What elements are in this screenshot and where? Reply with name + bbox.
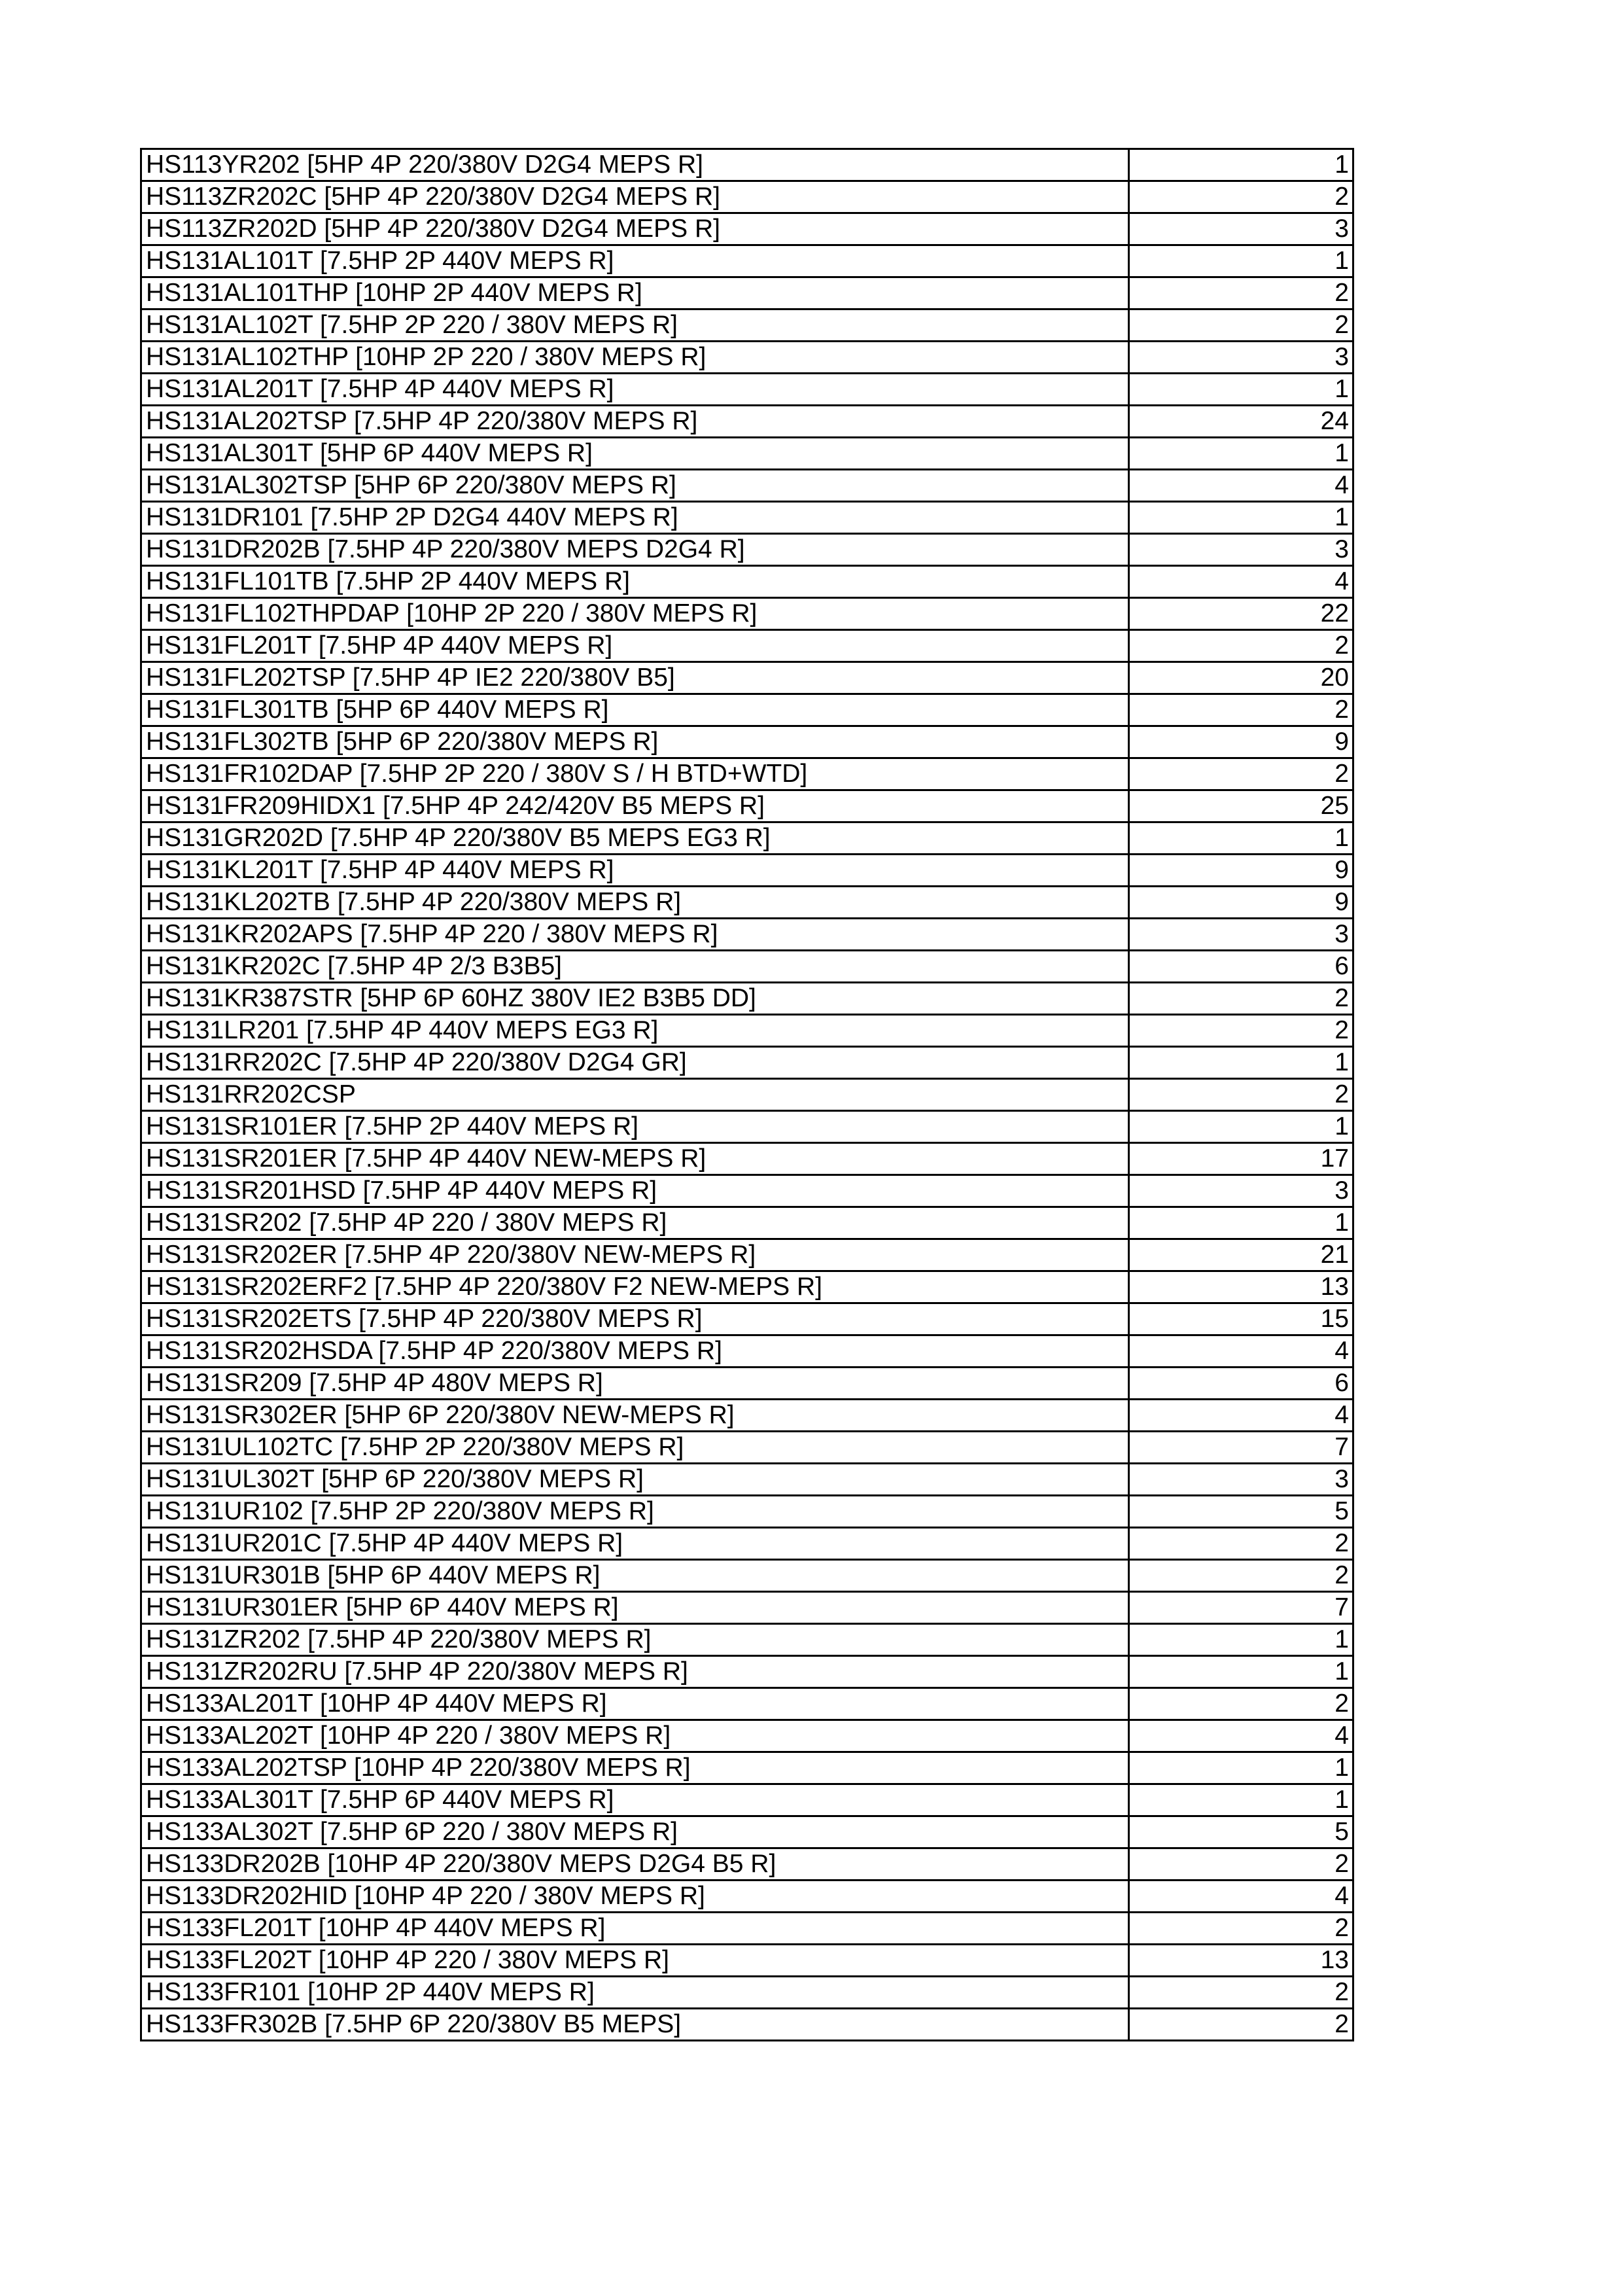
table-row (141, 1047, 1353, 1079)
table-row (141, 1784, 1353, 1816)
item-quantity-cell: 2 (1129, 758, 1353, 790)
item-description-cell: HS133AL302T [7.5HP 6P 220 / 380V MEPS R] (141, 1816, 1129, 1848)
table-row (141, 1303, 1353, 1335)
item-description-cell: HS133FR302B [7.5HP 6P 220/380V B5 MEPS] (141, 2009, 1129, 2041)
table-row (141, 1207, 1353, 1239)
table-row (141, 726, 1353, 758)
table-row (141, 1496, 1353, 1528)
table-row (141, 983, 1353, 1015)
table-row (141, 566, 1353, 598)
item-quantity-cell: 2 (1129, 181, 1353, 213)
item-quantity-cell: 1 (1129, 1784, 1353, 1816)
item-quantity-cell: 4 (1129, 1400, 1353, 1432)
table-row (141, 1111, 1353, 1143)
table-row (141, 790, 1353, 822)
item-description-cell: HS133AL202T [10HP 4P 220 / 380V MEPS R] (141, 1720, 1129, 1752)
item-quantity-cell: 3 (1129, 1175, 1353, 1207)
item-description-cell: HS131AL201T [7.5HP 4P 440V MEPS R] (141, 374, 1129, 406)
table-row (141, 277, 1353, 309)
item-quantity-cell: 25 (1129, 790, 1353, 822)
item-description-cell: HS131FL102THPDAP [10HP 2P 220 / 380V MEPS R] (141, 598, 1129, 630)
table-row (141, 1175, 1353, 1207)
item-description-cell: HS131UR301ER [5HP 6P 440V MEPS R] (141, 1592, 1129, 1624)
table-row (141, 502, 1353, 534)
item-quantity-cell: 5 (1129, 1496, 1353, 1528)
table-row (141, 1528, 1353, 1560)
item-quantity-cell: 2 (1129, 1688, 1353, 1720)
item-quantity-cell: 2 (1129, 309, 1353, 342)
table-row (141, 662, 1353, 694)
item-description-cell: HS131AL302TSP [5HP 6P 220/380V MEPS R] (141, 470, 1129, 502)
table-row (141, 1881, 1353, 1913)
item-description-cell: HS133DR202B [10HP 4P 220/380V MEPS D2G4 B5 R] (141, 1848, 1129, 1881)
item-quantity-cell: 2 (1129, 1913, 1353, 1945)
item-quantity-cell: 3 (1129, 342, 1353, 374)
inventory-table-body (141, 149, 1353, 2041)
table-row (141, 1720, 1353, 1752)
table-row (141, 1752, 1353, 1784)
item-quantity-cell: 1 (1129, 822, 1353, 855)
item-quantity-cell: 1 (1129, 438, 1353, 470)
item-quantity-cell: 21 (1129, 1239, 1353, 1271)
table-row (141, 374, 1353, 406)
table-row (141, 694, 1353, 726)
item-description-cell: HS131DR101 [7.5HP 2P D2G4 440V MEPS R] (141, 502, 1129, 534)
item-description-cell: HS131UL302T [5HP 6P 220/380V MEPS R] (141, 1464, 1129, 1496)
item-description-cell: HS131FR102DAP [7.5HP 2P 220 / 380V S / H BTD+WTD] (141, 758, 1129, 790)
item-description-cell: HS131SR202ERF2 [7.5HP 4P 220/380V F2 NEW-MEPS R] (141, 1271, 1129, 1303)
table-row (141, 470, 1353, 502)
table-row (141, 309, 1353, 342)
item-quantity-cell: 3 (1129, 1464, 1353, 1496)
item-description-cell: HS131SR209 [7.5HP 4P 480V MEPS R] (141, 1368, 1129, 1400)
item-description-cell: HS131SR202 [7.5HP 4P 220 / 380V MEPS R] (141, 1207, 1129, 1239)
item-description-cell: HS131SR302ER [5HP 6P 220/380V NEW-MEPS R] (141, 1400, 1129, 1432)
item-description-cell: HS131SR202ETS [7.5HP 4P 220/380V MEPS R] (141, 1303, 1129, 1335)
item-quantity-cell: 3 (1129, 534, 1353, 566)
item-quantity-cell: 1 (1129, 149, 1353, 181)
item-quantity-cell: 6 (1129, 951, 1353, 983)
item-description-cell: HS113ZR202C [5HP 4P 220/380V D2G4 MEPS R] (141, 181, 1129, 213)
item-quantity-cell: 24 (1129, 406, 1353, 438)
item-description-cell: HS131RR202CSP (141, 1079, 1129, 1111)
item-quantity-cell: 4 (1129, 1335, 1353, 1368)
table-row (141, 1688, 1353, 1720)
item-description-cell: HS131UL102TC [7.5HP 2P 220/380V MEPS R] (141, 1432, 1129, 1464)
item-description-cell: HS131GR202D [7.5HP 4P 220/380V B5 MEPS EG3 R] (141, 822, 1129, 855)
item-quantity-cell: 9 (1129, 887, 1353, 919)
item-description-cell: HS131FL302TB [5HP 6P 220/380V MEPS R] (141, 726, 1129, 758)
item-quantity-cell: 1 (1129, 374, 1353, 406)
item-quantity-cell: 22 (1129, 598, 1353, 630)
table-row (141, 2009, 1353, 2041)
table-row (141, 1848, 1353, 1881)
item-quantity-cell: 13 (1129, 1271, 1353, 1303)
item-description-cell: HS133FL202T [10HP 4P 220 / 380V MEPS R] (141, 1945, 1129, 1977)
item-description-cell: HS131LR201 [7.5HP 4P 440V MEPS EG3 R] (141, 1015, 1129, 1047)
table-row (141, 534, 1353, 566)
table-row (141, 919, 1353, 951)
item-description-cell: HS131FL201T [7.5HP 4P 440V MEPS R] (141, 630, 1129, 662)
item-description-cell: HS131UR201C [7.5HP 4P 440V MEPS R] (141, 1528, 1129, 1560)
table-row (141, 887, 1353, 919)
table-row (141, 1432, 1353, 1464)
table-row (141, 438, 1353, 470)
item-description-cell: HS133FR101 [10HP 2P 440V MEPS R] (141, 1977, 1129, 2009)
item-quantity-cell: 2 (1129, 630, 1353, 662)
table-row (141, 149, 1353, 181)
item-description-cell: HS131UR102 [7.5HP 2P 220/380V MEPS R] (141, 1496, 1129, 1528)
table-row (141, 1400, 1353, 1432)
item-quantity-cell: 1 (1129, 1656, 1353, 1688)
table-row (141, 855, 1353, 887)
inventory-table (140, 148, 1354, 2041)
table-row (141, 1335, 1353, 1368)
item-quantity-cell: 2 (1129, 1977, 1353, 2009)
item-description-cell: HS131AL202TSP [7.5HP 4P 220/380V MEPS R] (141, 406, 1129, 438)
item-quantity-cell: 1 (1129, 1207, 1353, 1239)
table-row (141, 1945, 1353, 1977)
item-description-cell: HS131AL102THP [10HP 2P 220 / 380V MEPS R] (141, 342, 1129, 374)
item-description-cell: HS131SR101ER [7.5HP 2P 440V MEPS R] (141, 1111, 1129, 1143)
item-quantity-cell: 1 (1129, 1047, 1353, 1079)
table-row (141, 822, 1353, 855)
table-row (141, 1816, 1353, 1848)
table-row (141, 342, 1353, 374)
table-row (141, 1977, 1353, 2009)
item-description-cell: HS131RR202C [7.5HP 4P 220/380V D2G4 GR] (141, 1047, 1129, 1079)
item-quantity-cell: 1 (1129, 1111, 1353, 1143)
item-description-cell: HS131KR202APS [7.5HP 4P 220 / 380V MEPS R] (141, 919, 1129, 951)
table-row (141, 213, 1353, 245)
item-description-cell: HS131AL301T [5HP 6P 440V MEPS R] (141, 438, 1129, 470)
item-quantity-cell: 2 (1129, 1015, 1353, 1047)
item-quantity-cell: 9 (1129, 855, 1353, 887)
table-row (141, 598, 1353, 630)
item-description-cell: HS133AL201T [10HP 4P 440V MEPS R] (141, 1688, 1129, 1720)
item-description-cell: HS131AL101THP [10HP 2P 440V MEPS R] (141, 277, 1129, 309)
table-row (141, 406, 1353, 438)
table-row (141, 1464, 1353, 1496)
item-description-cell: HS131UR301B [5HP 6P 440V MEPS R] (141, 1560, 1129, 1592)
item-quantity-cell: 1 (1129, 1624, 1353, 1656)
item-description-cell: HS131FL101TB [7.5HP 2P 440V MEPS R] (141, 566, 1129, 598)
table-row (141, 1656, 1353, 1688)
item-description-cell: HS131SR202HSDA [7.5HP 4P 220/380V MEPS R] (141, 1335, 1129, 1368)
item-description-cell: HS133FL201T [10HP 4P 440V MEPS R] (141, 1913, 1129, 1945)
item-description-cell: HS131SR202ER [7.5HP 4P 220/380V NEW-MEPS R] (141, 1239, 1129, 1271)
item-quantity-cell: 7 (1129, 1432, 1353, 1464)
item-description-cell: HS131ZR202 [7.5HP 4P 220/380V MEPS R] (141, 1624, 1129, 1656)
item-description-cell: HS133AL301T [7.5HP 6P 440V MEPS R] (141, 1784, 1129, 1816)
item-description-cell: HS113ZR202D [5HP 4P 220/380V D2G4 MEPS R] (141, 213, 1129, 245)
item-description-cell: HS131AL102T [7.5HP 2P 220 / 380V MEPS R] (141, 309, 1129, 342)
item-description-cell: HS131FR209HIDX1 [7.5HP 4P 242/420V B5 MEPS R] (141, 790, 1129, 822)
table-row (141, 1624, 1353, 1656)
item-quantity-cell: 4 (1129, 470, 1353, 502)
item-quantity-cell: 5 (1129, 1816, 1353, 1848)
item-quantity-cell: 1 (1129, 502, 1353, 534)
table-row (141, 1368, 1353, 1400)
item-quantity-cell: 2 (1129, 694, 1353, 726)
table-row (141, 1143, 1353, 1175)
table-row (141, 181, 1353, 213)
item-quantity-cell: 6 (1129, 1368, 1353, 1400)
item-quantity-cell: 4 (1129, 566, 1353, 598)
item-description-cell: HS131ZR202RU [7.5HP 4P 220/380V MEPS R] (141, 1656, 1129, 1688)
table-row (141, 758, 1353, 790)
item-description-cell: HS131FL202TSP [7.5HP 4P IE2 220/380V B5] (141, 662, 1129, 694)
item-quantity-cell: 3 (1129, 919, 1353, 951)
table-row (141, 1913, 1353, 1945)
item-description-cell: HS131KL202TB [7.5HP 4P 220/380V MEPS R] (141, 887, 1129, 919)
item-quantity-cell: 2 (1129, 1079, 1353, 1111)
item-quantity-cell: 15 (1129, 1303, 1353, 1335)
item-quantity-cell: 20 (1129, 662, 1353, 694)
item-quantity-cell: 4 (1129, 1720, 1353, 1752)
item-description-cell: HS131FL301TB [5HP 6P 440V MEPS R] (141, 694, 1129, 726)
table-row (141, 1592, 1353, 1624)
table-row (141, 1015, 1353, 1047)
item-quantity-cell: 2 (1129, 983, 1353, 1015)
item-quantity-cell: 2 (1129, 2009, 1353, 2041)
table-row (141, 1079, 1353, 1111)
item-description-cell: HS131KL201T [7.5HP 4P 440V MEPS R] (141, 855, 1129, 887)
item-quantity-cell: 9 (1129, 726, 1353, 758)
table-row (141, 1239, 1353, 1271)
item-quantity-cell: 2 (1129, 277, 1353, 309)
item-quantity-cell: 2 (1129, 1528, 1353, 1560)
table-row (141, 245, 1353, 277)
item-quantity-cell: 1 (1129, 245, 1353, 277)
item-quantity-cell: 1 (1129, 1752, 1353, 1784)
item-description-cell: HS131KR387STR [5HP 6P 60HZ 380V IE2 B3B5 DD] (141, 983, 1129, 1015)
item-quantity-cell: 13 (1129, 1945, 1353, 1977)
item-quantity-cell: 7 (1129, 1592, 1353, 1624)
table-row (141, 630, 1353, 662)
item-quantity-cell: 4 (1129, 1881, 1353, 1913)
item-description-cell: HS131AL101T [7.5HP 2P 440V MEPS R] (141, 245, 1129, 277)
item-description-cell: HS133DR202HID [10HP 4P 220 / 380V MEPS R] (141, 1881, 1129, 1913)
item-quantity-cell: 2 (1129, 1848, 1353, 1881)
item-quantity-cell: 3 (1129, 213, 1353, 245)
item-description-cell: HS131SR201ER [7.5HP 4P 440V NEW-MEPS R] (141, 1143, 1129, 1175)
item-description-cell: HS131SR201HSD [7.5HP 4P 440V MEPS R] (141, 1175, 1129, 1207)
item-quantity-cell: 17 (1129, 1143, 1353, 1175)
table-row (141, 951, 1353, 983)
item-description-cell: HS131KR202C [7.5HP 4P 2/3 B3B5] (141, 951, 1129, 983)
item-description-cell: HS133AL202TSP [10HP 4P 220/380V MEPS R] (141, 1752, 1129, 1784)
table-row (141, 1271, 1353, 1303)
table-row (141, 1560, 1353, 1592)
item-description-cell: HS113YR202 [5HP 4P 220/380V D2G4 MEPS R] (141, 149, 1129, 181)
item-quantity-cell: 2 (1129, 1560, 1353, 1592)
item-description-cell: HS131DR202B [7.5HP 4P 220/380V MEPS D2G4 R] (141, 534, 1129, 566)
